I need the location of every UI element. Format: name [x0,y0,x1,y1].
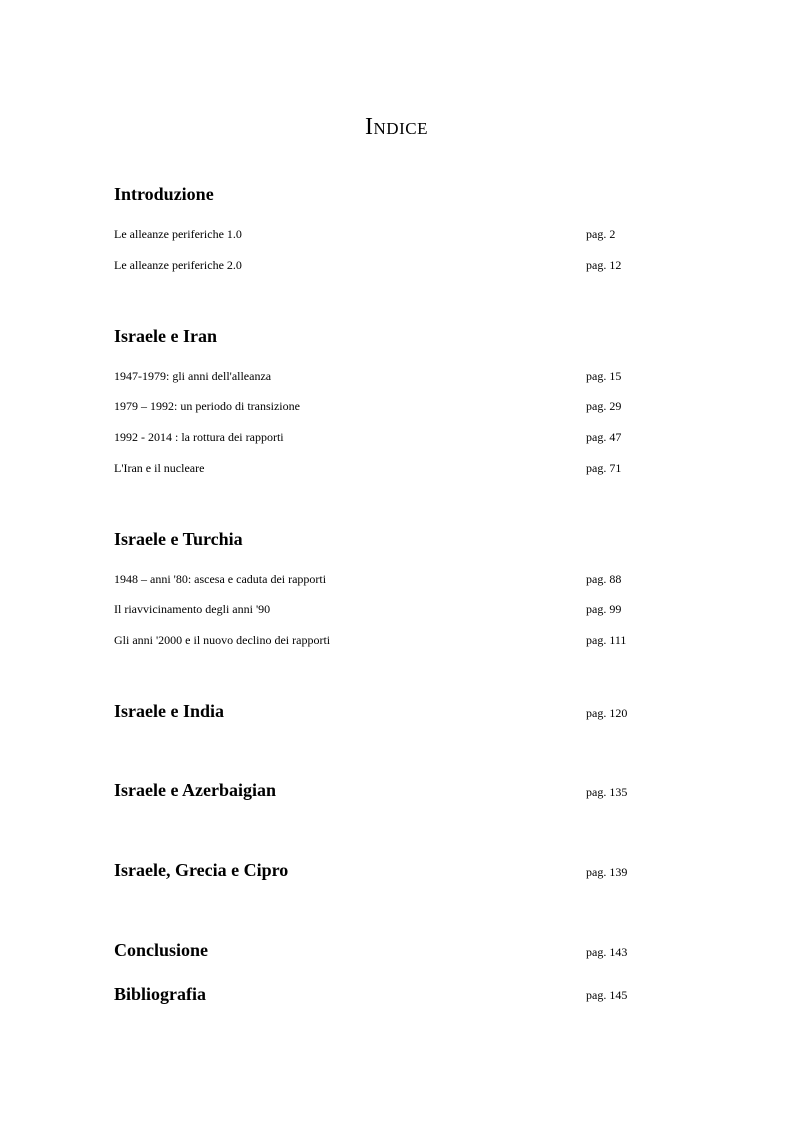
toc-entry-page: pag. 15 [586,369,622,383]
toc-entry-page: pag. 88 [586,572,622,586]
toc-entry-page: pag. 143 [586,945,628,959]
toc-entry-page: pag. 2 [586,227,616,241]
toc-entry-label: Le alleanze periferiche 1.0 [114,227,242,241]
section-heading-israele-grecia-cipro: Israele, Grecia e Cipro [114,860,289,880]
section-heading-israele-iran: Israele e Iran [114,326,217,346]
toc-entry-page: pag. 29 [586,399,622,413]
toc-entry-page: pag. 47 [586,430,622,444]
toc-entry-label: 1948 – anni '80: ascesa e caduta dei rapporti [114,572,327,586]
toc-entry-page: pag. 12 [586,258,622,272]
section-heading-israele-india: Israele e India [114,701,224,721]
toc-entry-label: L'Iran e il nucleare [114,461,205,475]
section-heading-conclusione: Conclusione [114,940,209,960]
toc-entry-page: pag. 71 [586,461,622,475]
section-heading-israele-azerbaigian: Israele e Azerbaigian [114,780,276,800]
toc-entry-label: Le alleanze periferiche 2.0 [114,258,242,272]
section-heading-introduzione: Introduzione [114,184,214,204]
toc-entry-page: pag. 145 [586,988,628,1002]
toc-entry-label: Il riavvicinamento degli anni '90 [114,602,271,616]
section-heading-israele-turchia: Israele e Turchia [114,529,243,549]
toc-entry-page: pag. 99 [586,602,622,616]
toc-entry-page: pag. 111 [586,633,627,647]
page-title: Indice [365,114,428,140]
toc-entry-label: 1979 – 1992: un periodo di transizione [114,399,300,413]
toc-entry-label: 1947-1979: gli anni dell'alleanza [114,369,272,383]
toc-entry-label: Gli anni '2000 e il nuovo declino dei rapporti [114,633,331,647]
toc-entry-page: pag. 139 [586,865,628,879]
toc-entry-label: 1992 - 2014 : la rottura dei rapporti [114,430,284,444]
toc-entry-page: pag. 120 [586,706,628,720]
toc-entry-page: pag. 135 [586,785,628,799]
section-heading-bibliografia: Bibliografia [114,984,207,1004]
